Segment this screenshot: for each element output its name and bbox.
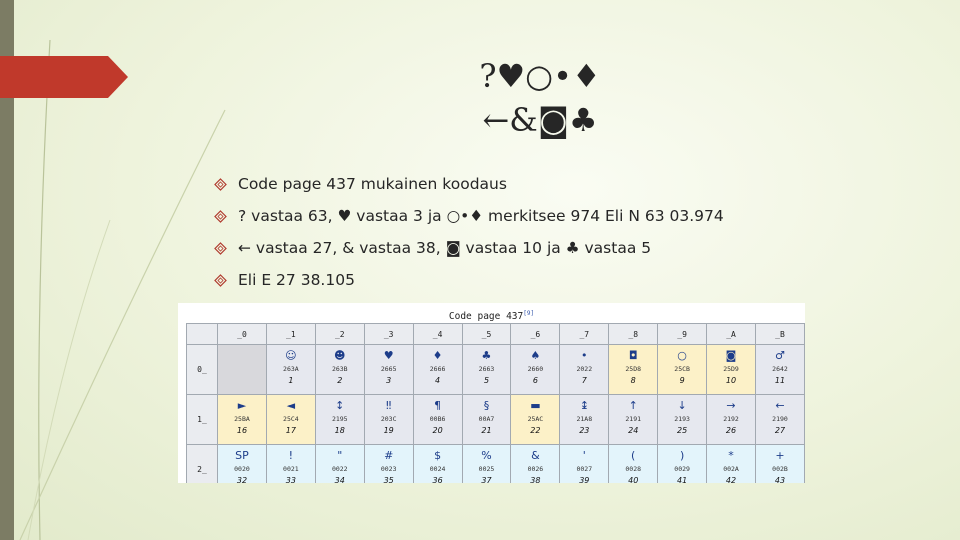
cell-unicode: 0024 <box>429 465 446 473</box>
diamond-outline-icon <box>214 178 238 191</box>
cell-decimal: 36 <box>432 476 443 483</box>
cell-glyph[interactable]: ◙ <box>725 349 737 362</box>
cell-unicode: 25CB <box>674 365 690 373</box>
code-cell <box>462 345 511 395</box>
column-header: _A <box>707 324 756 345</box>
bullet-item <box>214 168 934 200</box>
cell-glyph[interactable] <box>218 348 266 363</box>
column-header: _0 <box>218 324 267 345</box>
cell-decimal: 2 <box>337 376 343 385</box>
code-cell <box>413 445 462 484</box>
cell-glyph[interactable]: • <box>581 349 588 362</box>
table-row <box>187 395 805 445</box>
code-cell <box>315 445 364 484</box>
cell-unicode: 0022 <box>331 465 348 473</box>
cell-unicode: 0027 <box>576 465 593 473</box>
code-cell <box>218 445 267 484</box>
code-cell <box>560 395 609 445</box>
cell-decimal: 6 <box>532 376 538 385</box>
cell-decimal: 17 <box>285 426 296 435</box>
bullet-item <box>214 232 934 264</box>
cell-unicode: 00A7 <box>478 415 495 423</box>
cell-decimal: 37 <box>481 476 492 483</box>
cell-unicode: 25BA <box>234 415 250 423</box>
footnote-link[interactable]: [9] <box>523 310 535 317</box>
cell-unicode <box>218 363 266 375</box>
bullet-item <box>214 264 934 296</box>
cell-unicode: 002B <box>772 465 788 473</box>
code-cell <box>413 395 462 445</box>
cell-glyph[interactable]: ♦ <box>432 349 443 362</box>
cell-unicode: 2195 <box>331 415 348 423</box>
code-cell <box>315 345 364 395</box>
code-cell <box>266 445 315 484</box>
cell-decimal: 8 <box>630 376 636 385</box>
cell-glyph[interactable]: ☺ <box>285 349 297 362</box>
cell-decimal: 16 <box>236 426 248 435</box>
cell-unicode: 002A <box>723 465 739 473</box>
cell-glyph[interactable]: % <box>481 449 492 462</box>
cell-decimal: 42 <box>725 476 737 483</box>
table-row <box>187 445 805 484</box>
code-cell <box>609 345 658 395</box>
column-header: _3 <box>364 324 413 345</box>
code-page-title-text: Code page 437 <box>448 311 524 323</box>
code-cell <box>511 445 560 484</box>
column-header: _7 <box>560 324 609 345</box>
bullet-text: ? vastaa 63, ♥ vastaa 3 ja ○•♦ merkitsee 974 Eli N 63 03.974 <box>238 207 724 225</box>
cell-glyph[interactable]: ' <box>582 449 586 462</box>
table-row <box>187 345 805 395</box>
code-cell <box>218 395 267 445</box>
bullet-text: ← vastaa 27, & vastaa 38, ◙ vastaa 10 ja ♣ vastaa 5 <box>238 239 652 257</box>
cell-glyph[interactable]: → <box>726 399 736 412</box>
code-cell <box>315 395 364 445</box>
cell-decimal: 5 <box>483 376 490 385</box>
code-cell <box>707 395 756 445</box>
column-header: _6 <box>511 324 560 345</box>
cell-unicode: 203C <box>380 415 397 423</box>
cell-unicode: 0025 <box>478 465 495 473</box>
cell-glyph[interactable]: " <box>337 449 343 462</box>
code-cell <box>658 345 707 395</box>
code-cell <box>560 445 609 484</box>
cell-glyph[interactable]: ↨ <box>579 399 589 412</box>
title-ribbon <box>0 56 128 98</box>
code-cell <box>658 445 707 484</box>
cell-unicode: 2666 <box>429 365 446 373</box>
cell-decimal: 7 <box>581 376 587 385</box>
cell-decimal: 26 <box>725 426 737 435</box>
cell-unicode: 0029 <box>674 465 690 473</box>
code-page-title <box>178 310 805 322</box>
column-header: _9 <box>658 324 707 345</box>
cell-decimal: 11 <box>774 376 786 385</box>
cell-unicode: 25D9 <box>723 365 739 373</box>
cell-unicode: 25C4 <box>283 415 299 423</box>
cell-glyph[interactable]: ♥ <box>383 349 394 362</box>
cell-glyph[interactable]: ¶ <box>434 399 442 412</box>
cell-unicode: 2663 <box>478 365 495 373</box>
cell-decimal: 43 <box>774 476 786 483</box>
diamond-outline-icon <box>214 242 238 255</box>
bullet-text: Code page 437 mukainen koodaus <box>238 175 507 193</box>
cell-decimal: 19 <box>383 426 394 435</box>
cell-unicode: 2193 <box>674 415 690 423</box>
code-cell <box>755 395 804 445</box>
code-cell <box>218 345 267 395</box>
cell-unicode: 2022 <box>576 365 593 373</box>
cell-unicode: 2191 <box>625 415 642 423</box>
diamond-outline-icon <box>214 210 238 223</box>
cell-unicode: 263B <box>331 365 348 373</box>
code-cell <box>511 345 560 395</box>
code-cell <box>658 395 707 445</box>
cell-unicode: 2665 <box>380 365 397 373</box>
cell-unicode: 0020 <box>234 465 250 473</box>
cell-decimal: 25 <box>677 426 688 435</box>
code-page-table-image <box>178 303 805 483</box>
cell-decimal: 32 <box>236 476 248 483</box>
code-cell <box>755 345 804 395</box>
cell-glyph[interactable]: § <box>483 399 490 412</box>
row-header: 2_ <box>187 445 218 484</box>
code-cell <box>266 395 315 445</box>
cell-unicode: 2660 <box>527 365 544 373</box>
cell-decimal <box>218 375 266 386</box>
cell-unicode: 21A8 <box>576 415 593 423</box>
cell-decimal: 41 <box>677 476 688 483</box>
row-header: 1_ <box>187 395 218 445</box>
slide-title-line-2: ←&◙♣ <box>482 101 598 139</box>
bullet-item <box>214 200 934 232</box>
code-cell <box>560 345 609 395</box>
cell-unicode: 263A <box>283 365 299 373</box>
cell-decimal: 24 <box>628 426 639 435</box>
corner-header <box>187 324 218 345</box>
cell-unicode: 2192 <box>723 415 739 423</box>
code-cell <box>609 445 658 484</box>
code-cell <box>755 445 804 484</box>
cell-glyph[interactable]: ♣ <box>481 349 492 362</box>
cell-decimal: 23 <box>579 426 590 435</box>
cell-decimal: 38 <box>530 476 541 483</box>
cell-glyph[interactable]: * <box>728 449 734 462</box>
cell-glyph[interactable]: # <box>384 449 394 462</box>
cell-unicode: 0028 <box>625 465 642 473</box>
cell-glyph[interactable]: ↓ <box>677 399 687 412</box>
row-header: 0_ <box>187 345 218 395</box>
cell-decimal: 34 <box>334 476 345 483</box>
cell-unicode: 0026 <box>527 465 544 473</box>
cell-decimal: 1 <box>288 376 294 385</box>
code-cell <box>511 395 560 445</box>
code-page-table <box>186 323 805 483</box>
cell-glyph[interactable]: ↕ <box>335 399 345 412</box>
cell-unicode: 25D8 <box>625 365 642 373</box>
code-cell <box>413 345 462 395</box>
cell-decimal: 39 <box>579 476 590 483</box>
code-cell <box>707 445 756 484</box>
code-cell <box>266 345 315 395</box>
cell-glyph[interactable]: ↑ <box>628 399 638 412</box>
slide-title-line-1: ?♥○•♦ <box>479 57 601 95</box>
code-cell <box>462 445 511 484</box>
code-cell <box>364 395 413 445</box>
bullet-list <box>214 168 934 296</box>
code-cell <box>609 395 658 445</box>
column-header: _5 <box>462 324 511 345</box>
column-header: _B <box>755 324 804 345</box>
column-header: _4 <box>413 324 462 345</box>
bullet-text: Eli E 27 38.105 <box>238 271 355 289</box>
code-cell <box>364 445 413 484</box>
cell-glyph[interactable]: ► <box>237 399 247 412</box>
cell-glyph[interactable]: ! <box>288 449 294 462</box>
code-cell <box>462 395 511 445</box>
column-header: _2 <box>315 324 364 345</box>
cell-decimal: 22 <box>530 426 541 435</box>
cell-glyph[interactable]: ) <box>679 449 685 462</box>
cell-decimal: 18 <box>334 426 345 435</box>
cell-glyph[interactable]: ◘ <box>628 349 638 362</box>
cell-glyph[interactable]: ☻ <box>334 349 346 362</box>
cell-unicode: 0021 <box>283 465 299 473</box>
code-cell <box>707 345 756 395</box>
cell-glyph[interactable]: & <box>531 449 540 462</box>
cell-glyph[interactable]: $ <box>434 449 442 462</box>
cell-decimal: 4 <box>435 376 441 385</box>
cell-glyph[interactable]: ○ <box>677 349 687 362</box>
cell-unicode: 2190 <box>772 415 788 423</box>
column-header: _8 <box>609 324 658 345</box>
cell-glyph[interactable]: ▬ <box>530 399 541 412</box>
cell-decimal: 9 <box>679 376 685 385</box>
cell-decimal: 20 <box>432 426 443 435</box>
code-cell <box>364 345 413 395</box>
cell-decimal: 3 <box>386 376 392 385</box>
cell-glyph[interactable]: ‼ <box>386 399 392 412</box>
cell-decimal: 35 <box>383 476 394 483</box>
cell-glyph[interactable]: ( <box>631 449 636 462</box>
cell-glyph[interactable]: ♂ <box>775 349 785 362</box>
cell-decimal: 27 <box>774 426 786 435</box>
cell-decimal: 21 <box>481 426 492 435</box>
cell-glyph[interactable]: ← <box>775 399 785 412</box>
cell-decimal: 10 <box>725 376 737 385</box>
cell-unicode: 25AC <box>527 415 544 423</box>
cell-glyph[interactable]: SP <box>235 449 249 462</box>
cell-unicode: 0023 <box>380 465 397 473</box>
cell-glyph[interactable]: ◄ <box>286 399 296 412</box>
diamond-outline-icon <box>214 274 238 287</box>
cell-unicode: 2642 <box>772 365 788 373</box>
cell-decimal: 40 <box>628 476 639 483</box>
cell-glyph[interactable]: ♠ <box>530 349 541 362</box>
cell-glyph[interactable]: + <box>775 449 785 462</box>
cell-unicode: 00B6 <box>429 415 446 423</box>
column-header: _1 <box>266 324 315 345</box>
cell-decimal: 33 <box>285 476 296 483</box>
